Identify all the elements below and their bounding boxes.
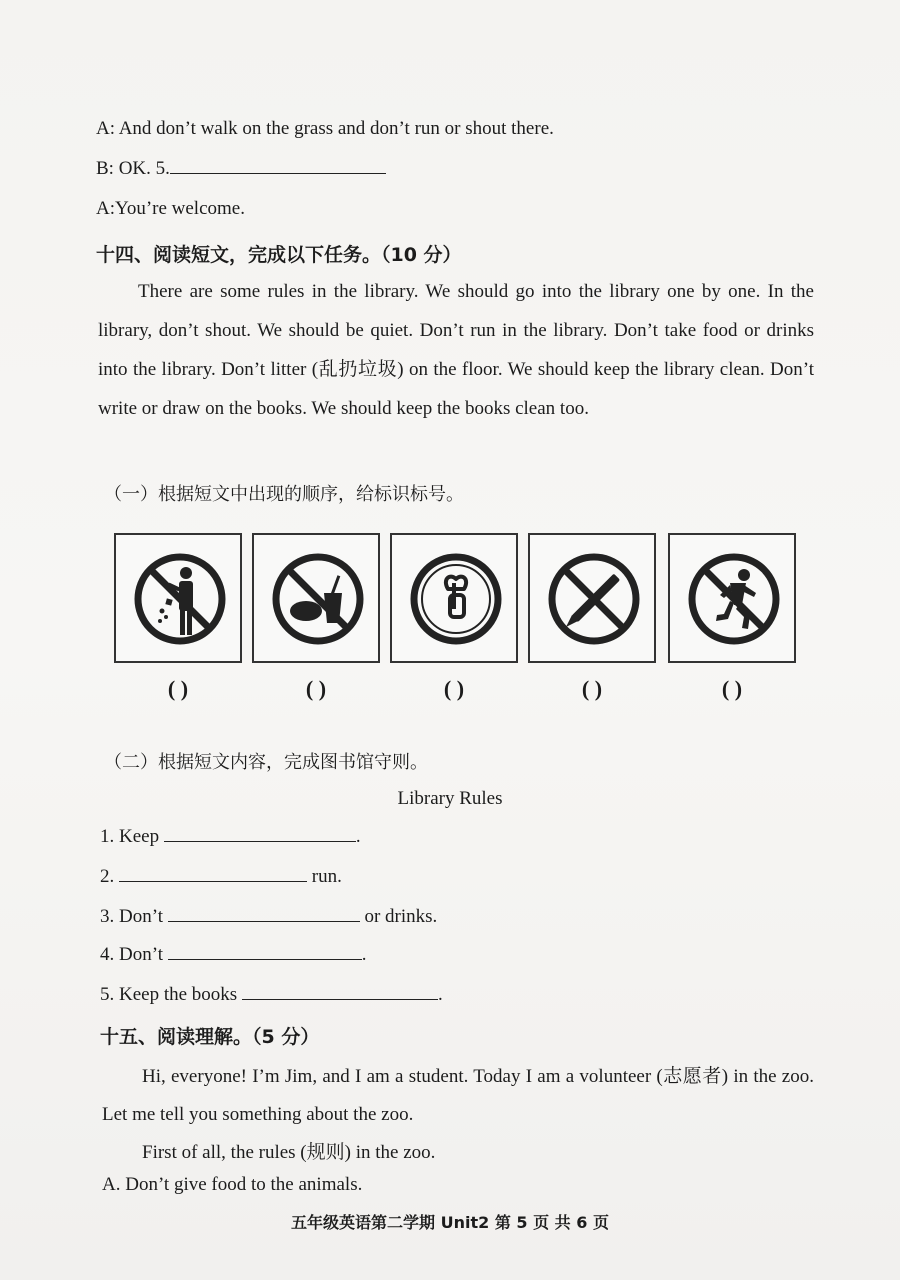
answer-paren-1[interactable]: ( ) [167, 676, 189, 701]
rule-3-prefix: 3. Don’t [100, 906, 168, 927]
sign-no-food-drink [252, 533, 380, 663]
section-14-heading: 十四、阅读短文，完成以下任务。（10 分） [96, 244, 462, 266]
rule-5 [100, 984, 443, 1006]
no-writing-icon [544, 549, 644, 649]
rule-5-suffix: . [437, 984, 443, 1005]
sign-no-littering [114, 533, 242, 663]
rule-2-blank[interactable] [119, 867, 307, 882]
rule-4-suffix: . [361, 944, 367, 965]
rule-4 [100, 944, 366, 966]
rule-1-prefix: 1. Keep [100, 826, 164, 847]
rule-4-blank[interactable] [168, 945, 362, 960]
dialogue-line-b [96, 158, 386, 180]
part1-instruction: （一）根据短文中出现的顺序，给标识标号。 [104, 484, 464, 505]
rule-2-prefix: 2. [100, 866, 119, 887]
sign-no-running [668, 533, 796, 663]
no-running-icon [684, 549, 784, 649]
section-15-heading: 十五、阅读理解。（5 分） [100, 1026, 320, 1048]
zoo-paragraph-2: First of all, the rules (规则) in the zoo. [142, 1142, 436, 1163]
rule-2 [100, 866, 342, 888]
no-littering-icon [130, 549, 230, 649]
quiet-icon [406, 549, 506, 649]
rule-4-prefix: 4. Don’t [100, 944, 168, 965]
answer-paren-2[interactable]: ( ) [305, 676, 327, 701]
rule-3 [100, 906, 437, 928]
zoo-passage [102, 1058, 814, 1172]
answer-paren-3[interactable]: ( ) [443, 676, 465, 701]
rule-5-blank[interactable] [242, 985, 438, 1000]
sign-no-writing [528, 533, 656, 663]
page-footer: 五年级英语第二学期 Unit2 第 5 页 共 6 页 [291, 1213, 609, 1232]
passage-paragraph: There are some rules in the library. We should go into the library one by one. In the library, don’t shout. We should be quiet. Don’t run in the library. Don’t take food or drinks into the library. Don’t litter (乱扔垃圾) on the floor. We should keep the library clean. Don’t write or draw on the books. We should keep the books clean too. [98, 281, 814, 419]
rule-2-suffix: run. [307, 866, 342, 887]
part2-instruction: （二）根据短文内容，完成图书馆守则。 [104, 752, 428, 773]
zoo-paragraph-1: Hi, everyone! I’m Jim, and I am a student. Today I am a volunteer (志愿者) in the zoo. Let me tell you something about the zoo. [102, 1066, 814, 1125]
rule-3-blank[interactable] [168, 907, 360, 922]
answer-paren-5[interactable]: ( ) [721, 676, 743, 701]
zoo-rule-a: A. Don’t give food to the animals. [102, 1174, 363, 1195]
rule-3-suffix: or drinks. [359, 906, 438, 927]
answer-paren-4[interactable]: ( ) [581, 676, 603, 701]
dialogue-line-b-text: B: OK. 5. [96, 158, 170, 179]
no-food-drink-icon [268, 549, 368, 649]
reading-passage [98, 272, 814, 428]
dialogue-line-a1: A: And don’t walk on the grass and don’t run or shout there. [96, 118, 554, 139]
sign-quiet [390, 533, 518, 663]
rule-5-prefix: 5. Keep the books [100, 984, 242, 1005]
answer-blank-5[interactable] [170, 159, 386, 174]
library-rules-title: Library Rules [397, 788, 503, 809]
rule-1 [100, 826, 361, 848]
rule-1-blank[interactable] [164, 827, 356, 842]
dialogue-line-a2: A:You’re welcome. [96, 198, 245, 219]
rule-1-suffix: . [355, 826, 361, 847]
